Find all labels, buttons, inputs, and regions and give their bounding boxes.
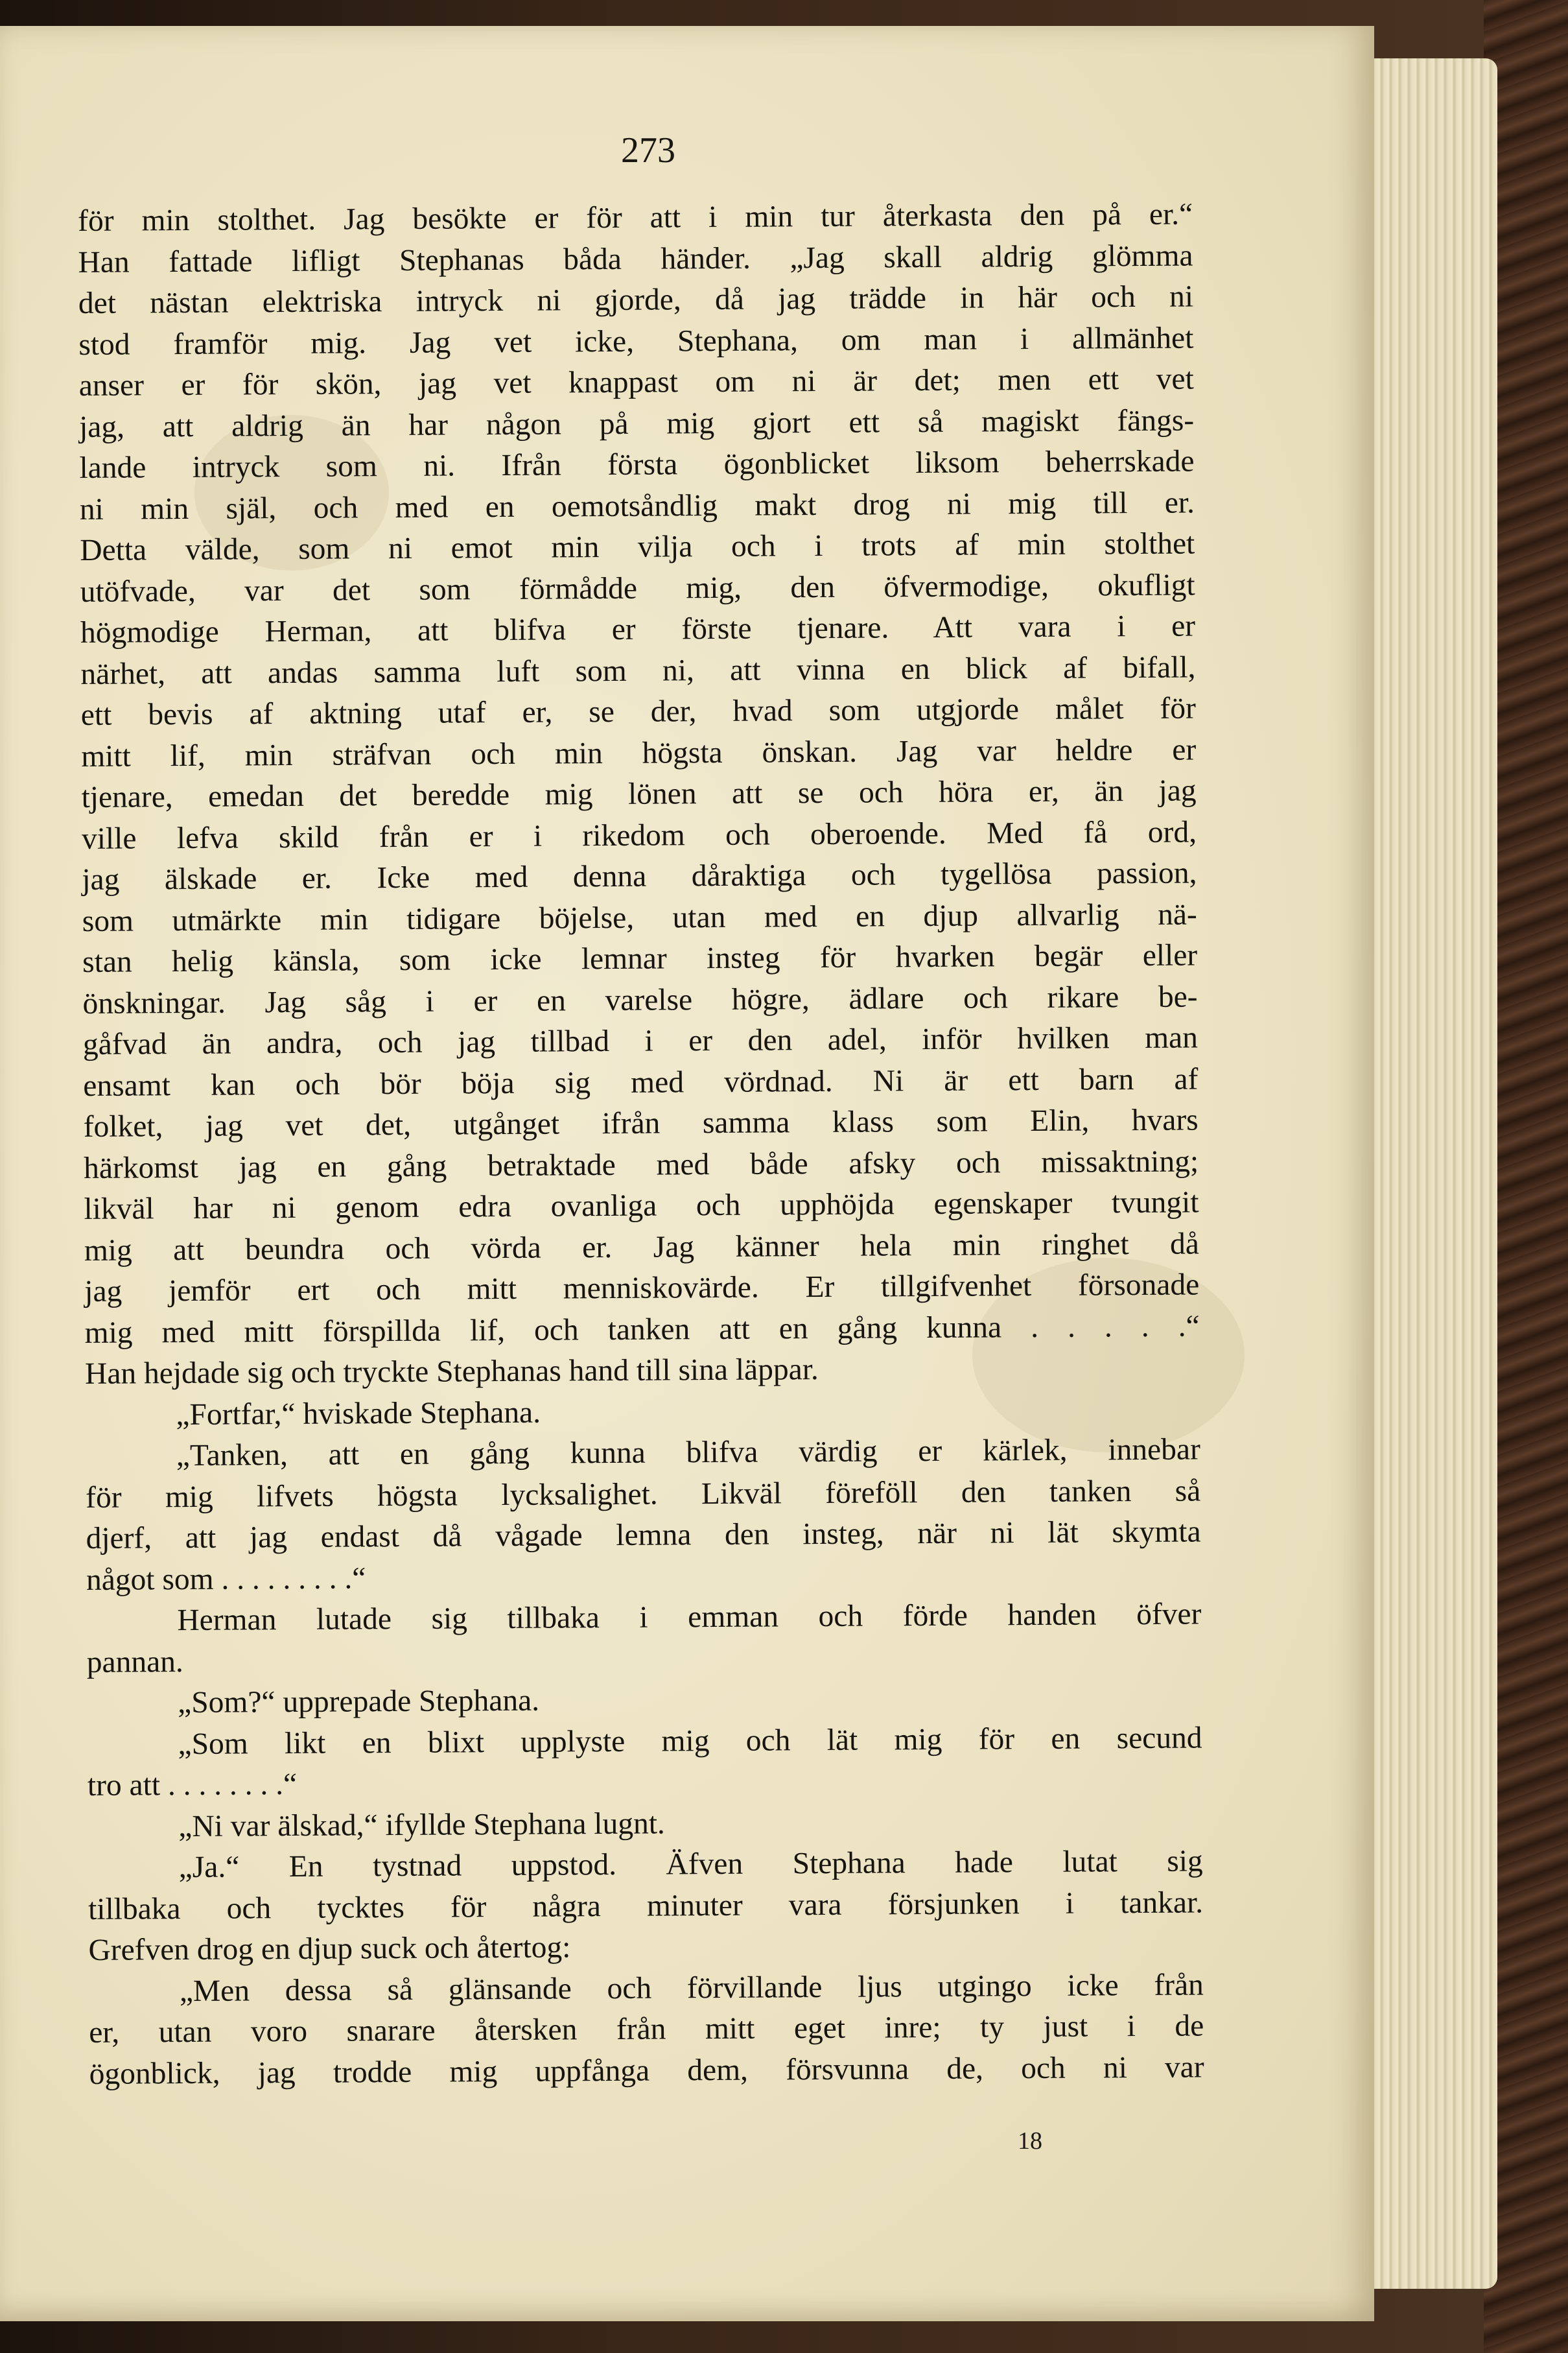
text-line: önskningar. Jag såg i er en varelse högre, ädlare och rikare be- — [82, 979, 1198, 1021]
text-line: pannan. — [86, 1644, 183, 1679]
text-line: stod framför mig. Jag vet icke, Stephana, om man i allmänhet — [78, 320, 1194, 362]
text-line: „Fortfar,“ hviskade Stephana. — [176, 1395, 541, 1432]
text-line: likväl har ni genom edra ovanliga och upphöjda egenskaper tvungit — [84, 1185, 1199, 1226]
text-line: „Tanken, att en gång kunna blifva värdig er kärlek, innebar — [176, 1432, 1200, 1473]
text-line: ett bevis af aktning utaf er, se der, hvad som utgjorde målet för — [80, 691, 1196, 732]
text-line: jag älskade er. Icke med denna dåraktiga och tygellösa passion, — [82, 856, 1197, 897]
text-line: jag, att aldrig än har någon på mig gjort ett så magiskt fängs- — [78, 403, 1195, 444]
text-line: Han hejdade sig och tryckte Stephanas hand till sina läppar. — [84, 1353, 819, 1391]
text-line: högmodige Herman, att blifva er förste tjenare. Att vara i er — [80, 609, 1196, 650]
text-line: jag jemför ert och mitt menniskovärde. Er tillgifvenhet försonade — [84, 1268, 1200, 1308]
text-line: närhet, att andas samma luft som ni, att vinna en blick af bifall, — [80, 650, 1196, 691]
text-line: Han fattade lifligt Stephanas båda händer. „Jag skall aldrig glömma — [78, 238, 1193, 279]
page-number: 273 — [621, 130, 675, 171]
text-line: tro att . . . . . . . .“ — [87, 1767, 298, 1803]
text-line: ville lefva skild från er i rikedom och oberoende. Med få ord, — [81, 814, 1197, 856]
book-page — [0, 26, 1374, 2321]
text-line: härkomst jag en gång betraktade med både afsky och missaktning; — [83, 1144, 1199, 1185]
text-line: „Ni var älskad,“ ifyllde Stephana lugnt. — [178, 1806, 666, 1843]
text-line: „Men dessa så glänsande och förvillande ljus utgingo icke från — [179, 1967, 1204, 2008]
text-line: djerf, att jag endast då vågade lemna den insteg, när ni lät skymta — [86, 1515, 1201, 1555]
text-line: anser er för skön, jag vet knappast om ni är det; men ett vet — [78, 362, 1194, 403]
text-line: Herman lutade sig tillbaka i emman och förde handen öfver — [177, 1597, 1202, 1638]
text-line: Grefven drog en djup suck och återtog: — [88, 1930, 571, 1967]
text-line: för min stolthet. Jag besökte er för att i min tur återkasta den på er.“ — [78, 197, 1193, 238]
text-line: mig att beundra och vörda er. Jag känner hela min ringhet då — [84, 1226, 1200, 1268]
text-line: stan helig känsla, som icke lemnar insteg för hvarken begär eller — [82, 938, 1198, 979]
text-line: mig med mitt förspillda lif, och tanken att en gång kunna . . . . .“ — [84, 1308, 1200, 1350]
text-line: tjenare, emedan det beredde mig lönen att se och höra er, än jag — [81, 774, 1197, 814]
text-line: gåfvad än andra, och jag tillbad i er den adel, inför hvilken man — [82, 1021, 1199, 1061]
text-line: ensamt kan och bör böja sig med vördnad. Ni är ett barn af — [83, 1061, 1199, 1103]
text-line: ögonblick, jag trodde mig uppfånga dem, försvunna de, och ni var — [89, 2050, 1204, 2091]
text-line: „Som?“ upprepade Stephana. — [177, 1683, 540, 1720]
text-line: något som . . . . . . . . .“ — [86, 1561, 366, 1597]
text-line: folket, jag vet det, utgånget ifrån samma klass som Elin, hvars — [83, 1103, 1199, 1144]
text-line: det nästan elektriska intryck ni gjorde, då jag trädde in här och ni — [78, 279, 1194, 320]
signature-mark: 18 — [1018, 2127, 1042, 2155]
text-line: lande intryck som ni. Ifrån första ögonblicket liksom beherrskade — [79, 444, 1195, 485]
text-line: tillbaka och tycktes för några minuter vara försjunken i tankar. — [88, 1885, 1204, 1926]
text-line: som utmärkte min tidigare böjelse, utan med en djup allvarlig nä- — [82, 897, 1197, 938]
text-line: för mig lifvets högsta lycksalighet. Likväl föreföll den tanken så — [86, 1473, 1201, 1515]
text-line: „Som likt en blixt upplyste mig och lät mig för en secund — [178, 1720, 1202, 1761]
body-text — [78, 194, 1204, 2094]
text-line: „Ja.“ En tystnad uppstod. Äfven Stephana hade lutat sig — [178, 1844, 1203, 1885]
text-line: utöfvade, var det som förmådde mig, den öfvermodige, okufligt — [80, 567, 1195, 609]
text-line: ni min själ, och med en oemotsåndlig makt drog ni mig till er. — [79, 485, 1195, 526]
text-line: Detta välde, som ni emot min vilja och i trots af min stolthet — [80, 526, 1195, 567]
text-line: er, utan voro snarare återsken från mitt eget inre; ty just i de — [89, 2009, 1204, 2050]
text-line: mitt lif, min sträfvan och min högsta önskan. Jag var heldre er — [81, 732, 1197, 774]
